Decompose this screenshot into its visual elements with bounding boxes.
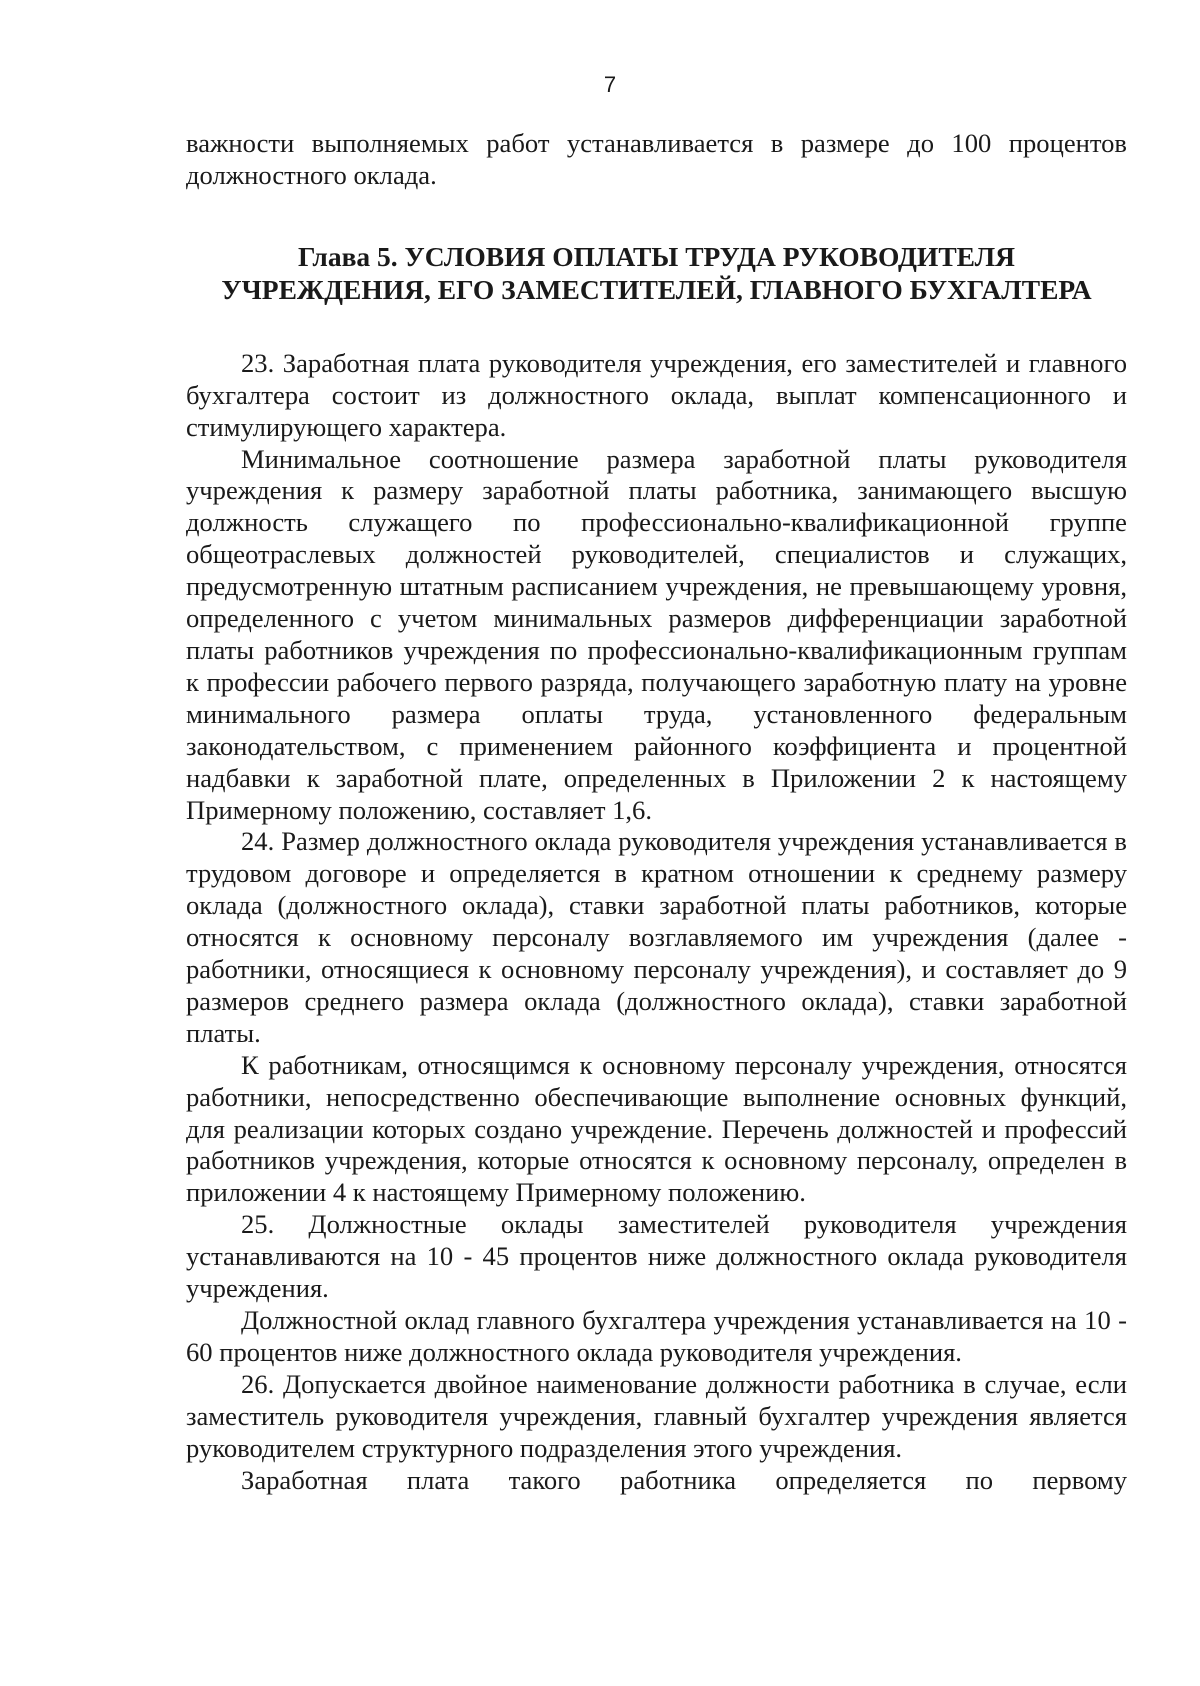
intro-paragraph: важности выполняемых работ устанавливается в размере до 100 процентов должностного оклада.: [186, 128, 1127, 190]
paragraph-min-ratio: Минимальное соотношение размера заработной платы руководителя учреждения к размеру заработной платы работника, занимающего высшую должность служащего по профессионально-квалификационной группе общеотраслевых должностей руководителей, специалистов и служащих, предусмотренную штатным расписанием учреждения, не превышающему уровня, определенного с учетом минимальных размеров дифференциации заработной платы работников учреждения по профессионально-квалификационным группам к профессии рабочего первого разряда, получающего заработную плату на уровне минимального размера оплаты труда, установленного федеральным законодательством, с применением районного коэффициента и процентной надбавки к заработной плате, определенных в Приложении 2 к настоящему Примерному положению, составляет 1,6.: [186, 443, 1127, 825]
paragraph-chief-accountant: Должностной оклад главного бухгалтера учреждения устанавливается на 10 - 60 процентов ниже должностного оклада руководителя учреждения.: [186, 1305, 1127, 1367]
chapter-title-line-1: Глава 5. УСЛОВИЯ ОПЛАТЫ ТРУДА РУКОВОДИТЕЛЯ: [298, 240, 1015, 272]
paragraph-25: 25. Должностные оклады заместителей руководителя учреждения устанавливаются на 10 - 45 процентов ниже должностного оклада руководителя учреждения.: [186, 1209, 1127, 1304]
paragraph-main-staff: К работникам, относящимся к основному персоналу учреждения, относятся работники, непосредственно обеспечивающие выполнение основных функций, для реализации которых создано учреждение. Перечень должностей и профессий работников учреждения, которые относятся к основному персоналу, определен в приложении 4 к настоящему Примерному положению.: [186, 1049, 1127, 1208]
paragraph-last-line: Заработная плата такого работника определяется по первому: [241, 1464, 1127, 1495]
page-number: 7: [603, 72, 617, 97]
paragraph-26: 26. Допускается двойное наименование должности работника в случае, если заместитель руководителя учреждения, главный бухгалтер учреждения является руководителем структурного подразделения этого учреждения.: [186, 1368, 1127, 1463]
paragraph-24: 24. Размер должностного оклада руководителя учреждения устанавливается в трудовом договоре и определяется в кратном отношении к среднему размеру оклада (должностного оклада), ставки заработной платы работников, которые относятся к основному персоналу возглавляемого им учреждения (далее - работники, относящиеся к основному персоналу учреждения), и составляет до 9 размеров среднего размера оклада (должностного оклада), ставки заработной платы.: [186, 826, 1127, 1048]
document-body: [186, 128, 1127, 1496]
paragraph-23: 23. Заработная плата руководителя учреждения, его заместителей и главного бухгалтера состоит из должностного оклада, выплат компенсационного и стимулирующего характера.: [186, 347, 1127, 442]
chapter-title: [186, 240, 1127, 306]
chapter-title-line-2: УЧРЕЖДЕНИЯ, ЕГО ЗАМЕСТИТЕЛЕЙ, ГЛАВНОГО БУХГАЛТЕРА: [221, 273, 1092, 305]
